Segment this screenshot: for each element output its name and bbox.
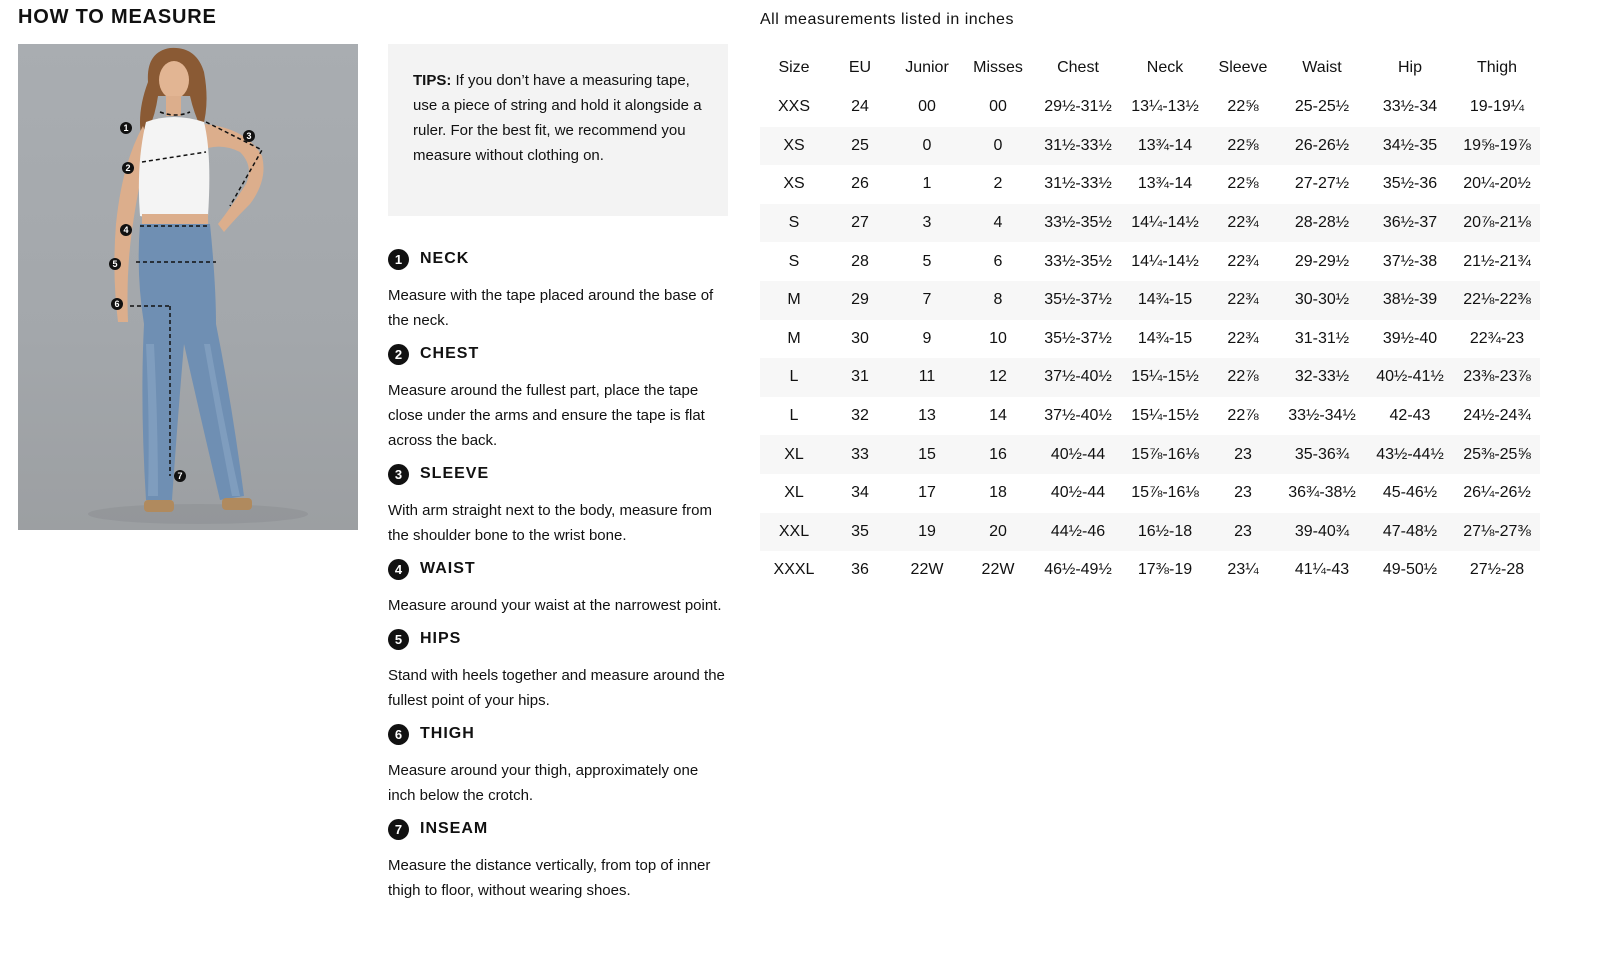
table-cell-misses: 8	[962, 281, 1034, 320]
table-cell-sleeve: 22¾	[1208, 281, 1278, 320]
table-cell-eu: 28	[851, 252, 869, 270]
table-cell-waist: 36¾-38½	[1288, 484, 1356, 502]
table-cell-thigh: 20⅞-21⅛	[1454, 204, 1540, 243]
table-cell-thigh: 19-19¼	[1469, 98, 1525, 116]
model-photo	[18, 44, 358, 530]
table-cell-thigh: 26¼-26½	[1463, 484, 1531, 502]
step-heading-hips	[388, 626, 733, 652]
table-cell-sleeve: 22⅞	[1208, 358, 1278, 397]
table-row	[760, 88, 1540, 127]
step-number-badge: 3	[388, 464, 409, 485]
table-cell-waist: 35-36¾	[1278, 435, 1366, 474]
table-cell-thigh: 27½-28	[1469, 561, 1525, 579]
table-cell-chest: 37½-40½	[1044, 407, 1112, 425]
column-header-waist: Waist	[1302, 59, 1342, 76]
step-title: WAIST	[420, 560, 476, 577]
tips-text: If you don’t have a measuring tape, use a piece of string and hold it alongside a ruler. For the best fit, we recommend you measure without clothing on.	[413, 72, 702, 164]
page-title: HOW TO MEASURE	[18, 6, 217, 28]
table-row	[760, 242, 1540, 281]
table-cell-thigh: 20¼-20½	[1463, 175, 1531, 193]
table-cell-size: S	[760, 204, 828, 243]
table-cell-hip: 36½-37	[1366, 204, 1454, 243]
table-row	[760, 397, 1540, 436]
table-cell-sleeve: 23	[1208, 435, 1278, 474]
table-cell-neck: 14¼-14½	[1122, 204, 1208, 243]
step-number-badge: 7	[388, 819, 409, 840]
table-cell-hip: 42-43	[1389, 407, 1431, 425]
table-cell-junior: 9	[922, 329, 932, 347]
table-cell-neck: 14¾-15	[1137, 329, 1193, 347]
table-cell-hip: 47-48½	[1366, 513, 1454, 552]
table-cell-waist: 26-26½	[1278, 127, 1366, 166]
step-title: CHEST	[420, 345, 480, 362]
marker-1-label: 1	[123, 123, 129, 133]
step-heading-thigh	[388, 721, 733, 747]
table-cell-neck: 15⅞-16⅛	[1122, 435, 1208, 474]
table-cell-waist: 39-40¾	[1278, 513, 1366, 552]
table-cell-chest: 44½-46	[1034, 513, 1122, 552]
step-heading-sleeve	[388, 461, 733, 487]
table-cell-thigh: 23⅜-23⅞	[1454, 358, 1540, 397]
table-cell-hip: 38½-39	[1366, 281, 1454, 320]
table-cell-eu: 33	[828, 435, 892, 474]
column-header-thigh: Thigh	[1476, 59, 1518, 76]
step-description-thigh: Measure around your thigh, approximately one inch below the crotch.	[388, 762, 699, 804]
table-cell-chest: 35½-37½	[1034, 281, 1122, 320]
table-cell-neck: 15¼-15½	[1122, 358, 1208, 397]
table-cell-misses: 00	[989, 98, 1007, 116]
step-title: NECK	[420, 250, 470, 267]
table-cell-misses: 16	[962, 435, 1034, 474]
table-cell-sleeve: 22⅝	[1227, 175, 1259, 193]
table-cell-neck: 14¾-15	[1122, 281, 1208, 320]
table-cell-thigh: 22¾-23	[1469, 329, 1525, 347]
table-cell-misses: 22W	[981, 561, 1015, 579]
column-header-junior: Junior	[905, 59, 949, 76]
table-cell-thigh: 27⅛-27⅜	[1454, 513, 1540, 552]
step-number-badge: 1	[388, 249, 409, 270]
table-cell-chest: 40½-44	[1034, 435, 1122, 474]
column-header-hip: Hip	[1397, 59, 1422, 76]
step-description-waist: Measure around your waist at the narrowest point.	[388, 597, 722, 614]
table-cell-hip: 33½-34	[1382, 98, 1438, 116]
table-cell-sleeve: 23¼	[1227, 561, 1259, 579]
table-row	[760, 513, 1540, 552]
table-cell-eu: 30	[851, 329, 869, 347]
table-cell-sleeve: 23	[1208, 513, 1278, 552]
step-title: HIPS	[420, 630, 462, 647]
table-cell-waist: 41¼-43	[1294, 561, 1350, 579]
table-cell-junior: 00	[918, 98, 936, 116]
table-cell-hip: 43½-44½	[1366, 435, 1454, 474]
table-cell-junior: 13	[918, 407, 936, 425]
table-cell-junior: 11	[892, 358, 962, 397]
size-chart-table	[760, 48, 1540, 590]
table-cell-neck: 13¾-14	[1122, 127, 1208, 166]
table-cell-sleeve: 22⅝	[1208, 127, 1278, 166]
table-cell-junior: 5	[922, 252, 932, 270]
table-cell-junior: 3	[892, 204, 962, 243]
marker-2-label: 2	[125, 163, 131, 173]
table-cell-hip: 45-46½	[1382, 484, 1438, 502]
table-cell-sleeve: 23	[1234, 484, 1252, 502]
step-description-sleeve: With arm straight next to the body, measure from the shoulder bone to the wrist bone.	[388, 502, 713, 544]
table-cell-size: XS	[760, 127, 828, 166]
table-cell-eu: 34	[851, 484, 869, 502]
table-cell-junior: 17	[918, 484, 936, 502]
column-header-eu: EU	[848, 59, 872, 76]
table-row	[760, 165, 1540, 204]
table-cell-size: L	[789, 407, 799, 425]
table-cell-junior: 1	[922, 175, 932, 193]
table-cell-chest: 31½-33½	[1034, 127, 1122, 166]
measurement-steps	[388, 246, 733, 911]
table-row	[760, 358, 1540, 397]
table-cell-neck: 17⅜-19	[1137, 561, 1193, 579]
step-number-badge: 4	[388, 559, 409, 580]
table-cell-eu: 29	[828, 281, 892, 320]
table-cell-misses: 4	[962, 204, 1034, 243]
table-cell-misses: 18	[989, 484, 1007, 502]
table-cell-size: S	[788, 252, 800, 270]
table-cell-sleeve: 22¾	[1227, 329, 1259, 347]
table-cell-chest: 40½-44	[1050, 484, 1106, 502]
table-cell-misses: 10	[989, 329, 1007, 347]
table-cell-chest: 29½-31½	[1044, 98, 1112, 116]
table-cell-thigh: 25⅜-25⅝	[1454, 435, 1540, 474]
step-number-badge: 5	[388, 629, 409, 650]
marker-4-label: 4	[123, 225, 129, 235]
table-cell-misses: 2	[993, 175, 1003, 193]
table-cell-junior: 15	[892, 435, 962, 474]
table-cell-neck: 13¾-14	[1137, 175, 1193, 193]
step-title: INSEAM	[420, 820, 489, 837]
table-cell-size: XXL	[760, 513, 828, 552]
table-cell-misses: 6	[993, 252, 1003, 270]
table-cell-thigh: 24½-24¾	[1463, 407, 1531, 425]
marker-3-label: 3	[246, 131, 252, 141]
table-cell-chest: 46½-49½	[1044, 561, 1112, 579]
table-row	[760, 127, 1540, 166]
step-description-inseam: Measure the distance vertically, from top of inner thigh to floor, without wearing shoes.	[388, 857, 711, 899]
table-cell-sleeve: 22⅝	[1227, 98, 1259, 116]
table-cell-neck: 15¼-15½	[1131, 407, 1199, 425]
table-cell-waist: 25-25½	[1294, 98, 1350, 116]
table-cell-sleeve: 22⅞	[1227, 407, 1259, 425]
step-heading-inseam	[388, 816, 733, 842]
marker-5-label: 5	[112, 259, 118, 269]
table-cell-eu: 36	[851, 561, 869, 579]
table-cell-chest: 35½-37½	[1044, 329, 1112, 347]
table-cell-thigh: 19⅝-19⅞	[1454, 127, 1540, 166]
step-description-neck: Measure with the tape placed around the base of the neck.	[388, 287, 714, 329]
table-cell-eu: 32	[851, 407, 869, 425]
table-row	[760, 435, 1540, 474]
step-description-chest: Measure around the fullest part, place the tape close under the arms and ensure the tape is flat across the back.	[388, 382, 705, 449]
column-header-misses: Misses	[973, 59, 1023, 76]
step-number-badge: 6	[388, 724, 409, 745]
table-row	[760, 474, 1540, 513]
table-cell-chest: 37½-40½	[1034, 358, 1122, 397]
table-row	[760, 320, 1540, 359]
table-cell-size: M	[787, 329, 801, 347]
table-cell-waist: 29-29½	[1294, 252, 1350, 270]
table-cell-hip: 37½-38	[1382, 252, 1438, 270]
marker-7-label: 7	[177, 471, 183, 481]
table-cell-hip: 35½-36	[1382, 175, 1438, 193]
step-description-hips: Stand with heels together and measure around the fullest point of your hips.	[388, 667, 725, 709]
table-cell-junior: 7	[892, 281, 962, 320]
table-cell-size: XL	[784, 484, 804, 502]
table-cell-thigh: 22⅛-22⅜	[1454, 281, 1540, 320]
table-cell-size: XXS	[777, 98, 810, 116]
table-cell-chest: 31½-33½	[1044, 175, 1112, 193]
table-cell-eu: 31	[828, 358, 892, 397]
table-cell-eu: 24	[851, 98, 869, 116]
table-cell-hip: 49-50½	[1382, 561, 1438, 579]
table-cell-waist: 32-33½	[1278, 358, 1366, 397]
table-cell-neck: 14¼-14½	[1131, 252, 1199, 270]
table-cell-junior: 19	[892, 513, 962, 552]
table-header-row	[760, 48, 1540, 88]
table-cell-hip: 39½-40	[1382, 329, 1438, 347]
table-cell-waist: 27-27½	[1294, 175, 1350, 193]
table-cell-junior: 0	[892, 127, 962, 166]
table-cell-size: XS	[783, 175, 805, 193]
table-cell-junior: 22W	[910, 561, 944, 579]
table-cell-neck: 15⅞-16⅛	[1131, 484, 1199, 502]
table-cell-misses: 14	[989, 407, 1007, 425]
table-cell-size: L	[760, 358, 828, 397]
column-header-chest: Chest	[1057, 59, 1099, 76]
table-cell-hip: 34½-35	[1366, 127, 1454, 166]
table-cell-sleeve: 22¾	[1208, 204, 1278, 243]
table-cell-sleeve: 22¾	[1227, 252, 1259, 270]
table-cell-chest: 33½-35½	[1034, 204, 1122, 243]
table-cell-eu: 35	[828, 513, 892, 552]
table-cell-neck: 13¼-13½	[1131, 98, 1199, 116]
table-cell-neck: 16½-18	[1122, 513, 1208, 552]
table-cell-waist: 31-31½	[1294, 329, 1350, 347]
marker-6-label: 6	[114, 299, 120, 309]
column-header-size: Size	[778, 59, 810, 76]
table-cell-chest: 33½-35½	[1044, 252, 1112, 270]
table-row	[760, 204, 1540, 243]
step-heading-chest	[388, 341, 733, 367]
table-cell-misses: 20	[962, 513, 1034, 552]
measurement-units-note: All measurements listed in inches	[760, 11, 1014, 28]
tips-label: TIPS:	[413, 72, 452, 89]
column-header-sleeve: Sleeve	[1218, 59, 1268, 76]
step-title: SLEEVE	[420, 465, 490, 482]
table-cell-waist: 28-28½	[1278, 204, 1366, 243]
table-cell-eu: 27	[828, 204, 892, 243]
table-cell-waist: 30-30½	[1278, 281, 1366, 320]
table-cell-misses: 12	[962, 358, 1034, 397]
step-title: THIGH	[420, 725, 475, 742]
table-cell-misses: 0	[962, 127, 1034, 166]
table-cell-size: M	[760, 281, 828, 320]
table-cell-eu: 26	[851, 175, 869, 193]
table-cell-thigh: 21½-21¾	[1463, 252, 1531, 270]
table-row	[760, 281, 1540, 320]
table-cell-size: XL	[760, 435, 828, 474]
table-cell-waist: 33½-34½	[1288, 407, 1356, 425]
table-cell-size: XXXL	[773, 561, 815, 579]
table-row	[760, 551, 1540, 590]
column-header-neck: Neck	[1146, 59, 1184, 76]
step-heading-neck	[388, 246, 733, 272]
step-number-badge: 2	[388, 344, 409, 365]
tips-box	[388, 44, 728, 216]
table-cell-eu: 25	[828, 127, 892, 166]
table-cell-hip: 40½-41½	[1366, 358, 1454, 397]
step-heading-waist	[388, 556, 733, 582]
